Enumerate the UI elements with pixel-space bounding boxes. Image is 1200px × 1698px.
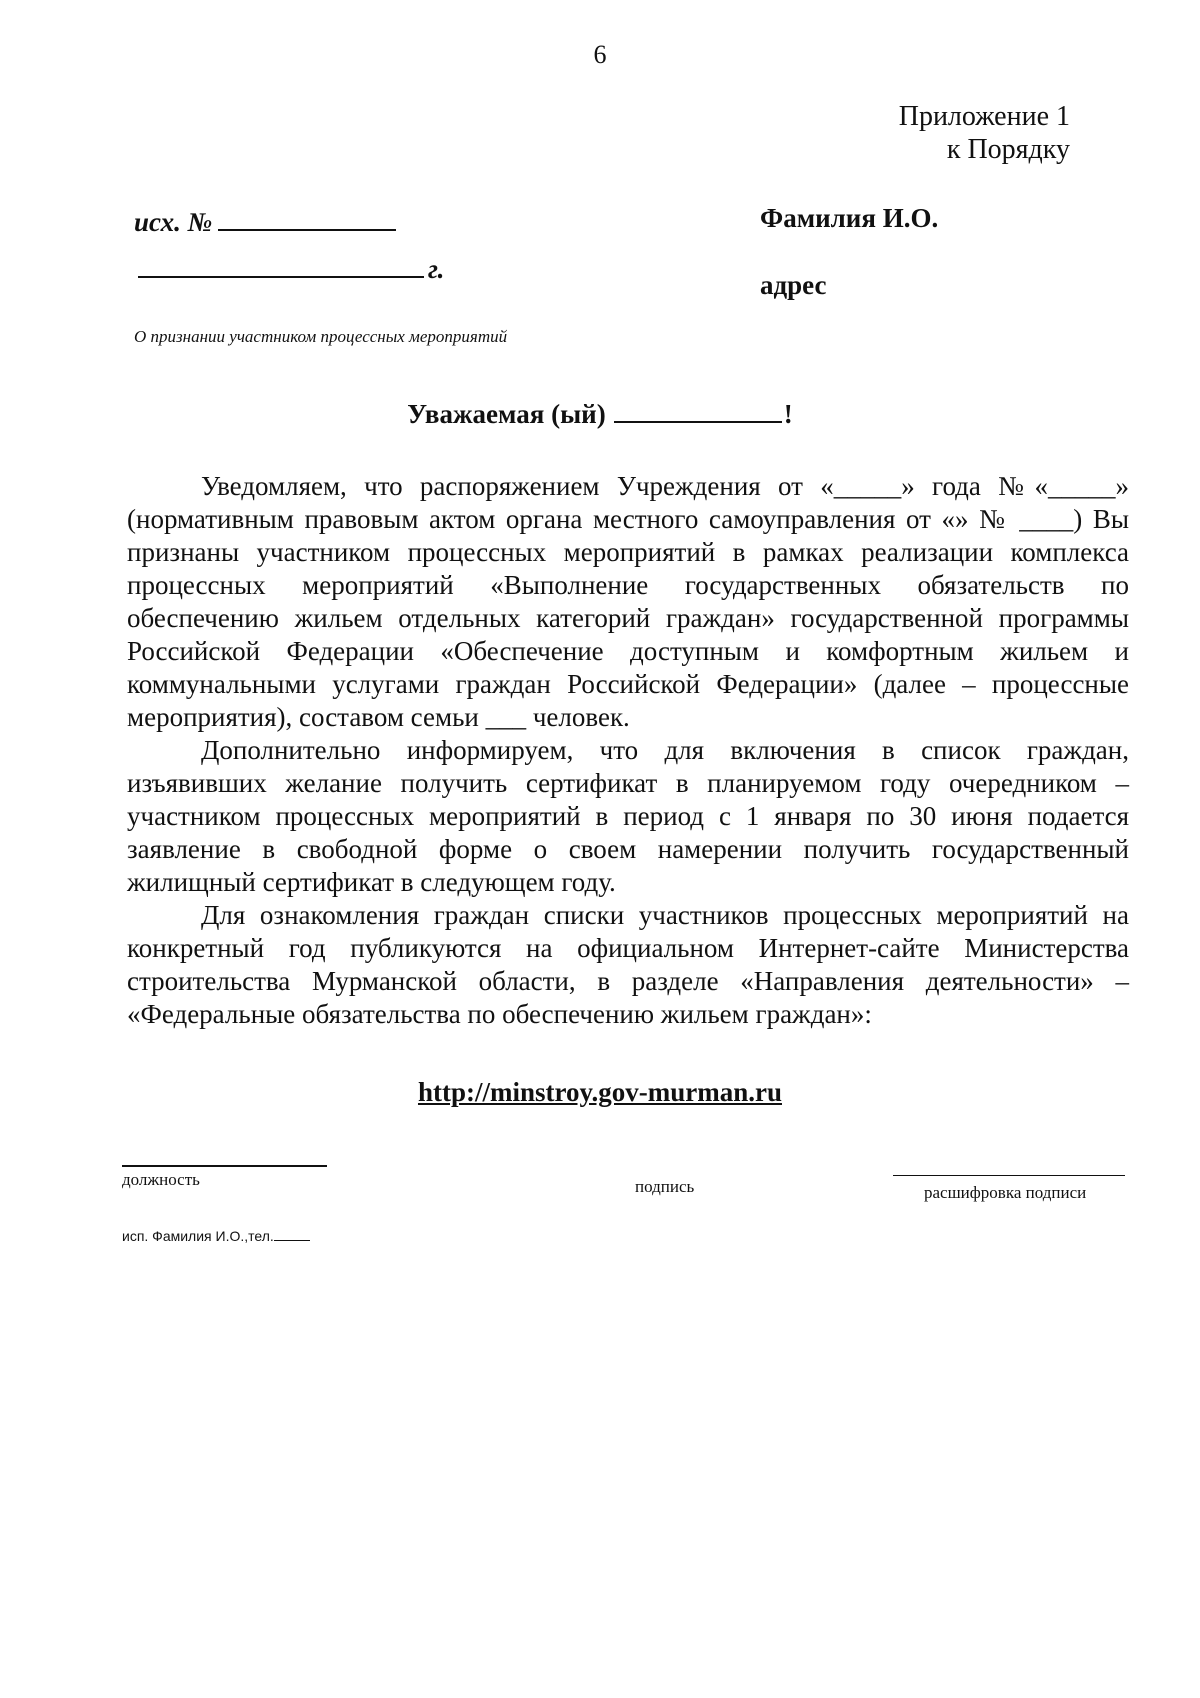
signature-label: подпись [635, 1177, 695, 1196]
appendix-note [899, 100, 1070, 166]
appendix-line-1: Приложение 1 [898, 101, 1070, 132]
body-paragraph-2: Дополнительно информируем, что для включения в список граждан, изъявивших желание получить сертификат в планируемом году очередником – участником процессных мероприятий в период с 1 января по 30 июня подается заявление в свободной форме о своем намерении получить государственный жилищный сертификат в следующем году. [127, 735, 1129, 897]
executor-line [122, 1228, 310, 1244]
salutation-blank [614, 397, 782, 423]
decoding-rule [893, 1175, 1125, 1176]
recipient-address: адрес [760, 270, 827, 300]
executor-text: исп. Фамилия И.О.,тел. [122, 1228, 274, 1244]
position-rule [122, 1165, 327, 1167]
position-label: должность [122, 1170, 200, 1189]
executor-phone-blank [274, 1228, 310, 1241]
salutation-prefix: Уважаемая (ый) [407, 399, 606, 429]
page-number: 6 [593, 40, 607, 69]
body-paragraph-3: Для ознакомления граждан списки участников процессных мероприятий на конкретный год публикуются на официальном Интернет-сайте Министерства строительства Мурманской области, в разделе «Направления деятельности» – «Федеральные обязательства по обеспечению жильем граждан»: [127, 900, 1129, 1029]
outgoing-date [138, 252, 444, 285]
outgoing-number-blank [218, 205, 396, 231]
signature-decoding-label: расшифровка подписи [924, 1183, 1087, 1202]
salutation-suffix: ! [783, 399, 793, 429]
outgoing-number [134, 205, 396, 238]
outgoing-date-blank [138, 252, 424, 278]
recipient-name: Фамилия И.О. [760, 203, 939, 233]
salutation [0, 397, 1200, 430]
appendix-line-2: к Порядку [946, 134, 1070, 165]
letter-body [127, 470, 1129, 1031]
body-paragraph-1: Уведомляем, что распоряжением Учреждения от «_____» года №«_____» (нормативным правовым актом органа местного самоуправления от «» № ____) Вы признаны участником процессных мероприятий в рамках реализации комплекса процессных мероприятий «Выполнение государственных обязательств по обеспечению жильем отдельных категорий граждан» государственной программы Российской Федерации «Обеспечение доступным и комфортным жильем и коммунальными услугами граждан Российской Федерации» (далее – процессные мероприятия), составом семьи ___ человек. [127, 471, 1129, 732]
outgoing-date-suffix: г. [428, 254, 445, 284]
website-link-text[interactable]: http://minstroy.gov-murman.ru [417, 1077, 782, 1107]
outgoing-number-label: исх. № [134, 207, 213, 237]
letter-subject: О признании участником процессных мероприятий [134, 327, 508, 346]
website-link[interactable] [0, 1077, 1200, 1108]
